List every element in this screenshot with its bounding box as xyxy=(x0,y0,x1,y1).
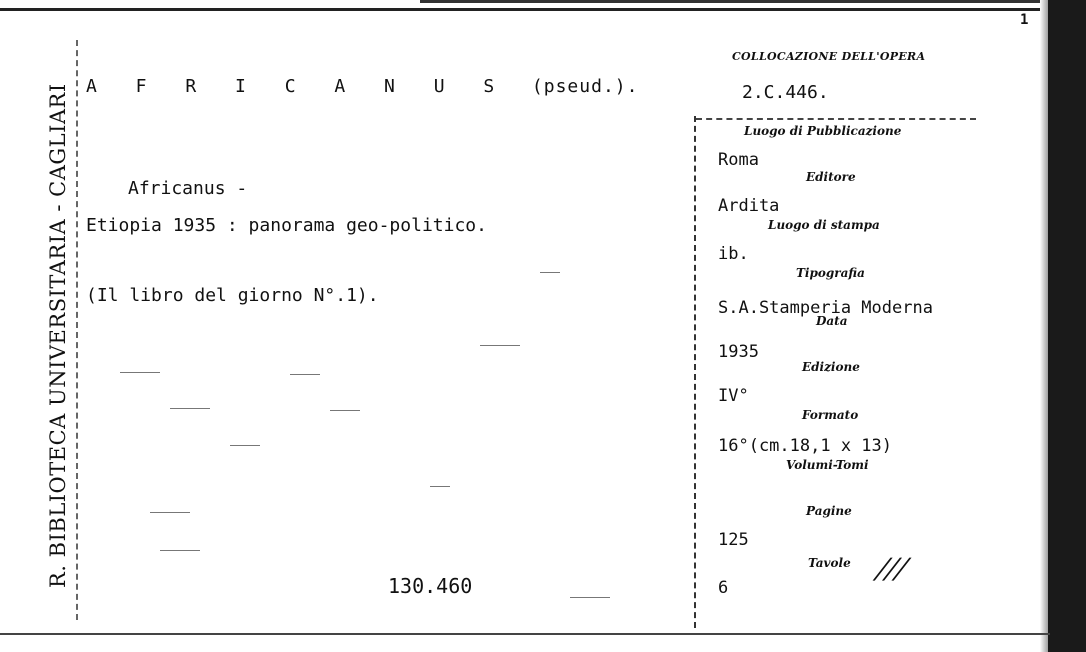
label-tavole: Tavole xyxy=(808,556,851,570)
rule-dash xyxy=(160,550,200,551)
rule-dash xyxy=(570,597,610,598)
label-formato: Formato xyxy=(802,408,859,422)
fields-top-rule xyxy=(696,118,976,120)
rule-dash xyxy=(540,272,560,273)
heading-name: A F R I C A N U S xyxy=(86,76,509,97)
rule-dash xyxy=(480,345,520,346)
rule-dash xyxy=(120,372,160,373)
bottom-rule xyxy=(0,633,1050,635)
value-edizione: IV° xyxy=(718,386,749,406)
value-luogo-stampa: ib. xyxy=(718,244,749,264)
card-heading xyxy=(86,76,638,97)
fields-rule xyxy=(694,116,696,628)
author-entry: Africanus - xyxy=(128,178,248,199)
label-volumi-tomi: Volumi-Tomi xyxy=(786,458,869,472)
library-sidebar xyxy=(38,58,78,588)
label-luogo-stampa: Luogo di stampa xyxy=(768,218,880,232)
label-tipografia: Tipografia xyxy=(796,266,865,280)
value-tipografia: S.A.Stamperia Moderna xyxy=(718,298,933,318)
label-luogo-pubblicazione: Luogo di Pubblicazione xyxy=(744,124,902,138)
rule-dash xyxy=(330,410,360,411)
top-rule xyxy=(0,8,1050,11)
rule-dash xyxy=(170,408,210,409)
label-data: Data xyxy=(816,314,848,328)
label-editore: Editore xyxy=(806,170,856,184)
value-luogo-pubblicazione: Roma xyxy=(718,150,759,170)
value-pagine: 125 xyxy=(718,530,749,550)
rule-dash xyxy=(230,445,260,446)
series-line: (Il libro del giorno N°.1). xyxy=(86,285,379,306)
label-edizione: Edizione xyxy=(802,360,860,374)
label-pagine: Pagine xyxy=(806,504,852,518)
library-name: R. BIBLIOTECA UNIVERSITARIA - CAGLIARI xyxy=(46,83,70,588)
tavole-handwritten-mark: /// xyxy=(873,552,911,585)
rule-dash xyxy=(150,512,190,513)
value-editore: Ardita xyxy=(718,196,780,216)
rule-dash xyxy=(430,486,450,487)
title-line: Etiopia 1935 : panorama geo-politico. xyxy=(86,215,487,236)
value-data: 1935 xyxy=(718,342,759,362)
inventory-number: 130.460 xyxy=(388,574,473,598)
collocation-value: 2.C.446. xyxy=(742,82,829,103)
card-edge xyxy=(1048,0,1086,652)
value-formato: 16°(cm.18,1 x 13) xyxy=(718,436,892,456)
top-border xyxy=(420,0,1060,3)
heading-suffix: (pseud.). xyxy=(531,76,639,97)
value-tavole: 6 xyxy=(718,578,729,598)
rule-dash xyxy=(290,374,320,375)
collocation-header: COLLOCAZIONE DELL'OPERA xyxy=(732,50,926,63)
page-mark: 1 xyxy=(1020,12,1029,28)
left-margin-rule xyxy=(76,40,78,620)
